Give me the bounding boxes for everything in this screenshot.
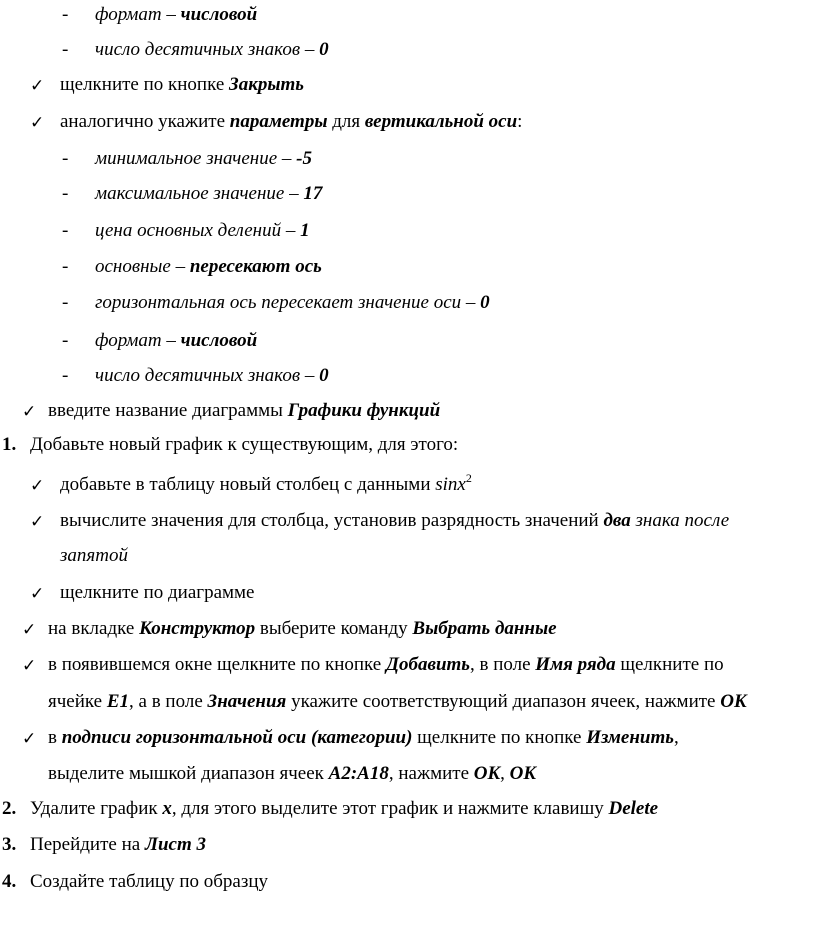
text-run: введите название диаграммы <box>48 400 288 421</box>
text-run: щелкните по кнопке <box>412 727 587 748</box>
text-run: Перейдите на <box>30 834 145 855</box>
text-run: 17 <box>303 183 323 204</box>
text-line <box>95 148 312 170</box>
text-run: Создайте таблицу по образцу <box>30 871 269 892</box>
text-line <box>48 654 724 676</box>
text-run: , для этого выделите этот график и нажмите клавишу <box>171 798 609 819</box>
checkmark-icon: ✓ <box>30 476 45 496</box>
text-run: sinx <box>435 474 466 495</box>
text-run: Значения <box>207 691 287 712</box>
checkmark-icon: ✓ <box>22 620 37 640</box>
text-run: щелкните по диаграмме <box>60 582 255 603</box>
text-run: добавьте в таблицу новый столбец с данными <box>60 474 436 495</box>
text-run: 2 <box>465 471 472 485</box>
dash-bullet: - <box>62 183 69 204</box>
text-line <box>30 834 206 856</box>
checkmark-icon: ✓ <box>30 113 45 133</box>
dash-bullet: - <box>62 4 69 25</box>
dash-bullet: - <box>62 365 69 386</box>
text-run: два <box>603 510 631 531</box>
text-run: Изменить <box>586 727 674 748</box>
text-line <box>60 74 304 96</box>
text-line <box>48 618 557 640</box>
list-number: 2. <box>2 798 17 819</box>
text-run: цена основных делений – <box>95 220 301 241</box>
text-run: формат – <box>95 4 181 25</box>
text-line <box>60 510 729 532</box>
text-run: ячейке <box>48 691 107 712</box>
dash-bullet: - <box>62 256 69 277</box>
text-run: для <box>327 111 365 132</box>
text-line <box>48 691 747 713</box>
text-run: основные – <box>95 256 190 277</box>
text-run: на вкладке <box>48 618 140 639</box>
text-run: параметры <box>229 111 328 132</box>
dash-bullet: - <box>62 330 69 351</box>
text-run: Конструктор <box>139 618 256 639</box>
text-run: Удалите график <box>30 798 163 819</box>
checkmark-icon: ✓ <box>22 402 37 422</box>
text-run: подписи горизонтальной оси (категории) <box>61 727 413 748</box>
text-line <box>30 798 658 820</box>
text-run: E1 <box>106 691 130 712</box>
list-number: 1. <box>2 434 17 455</box>
text-run: OK <box>473 763 501 784</box>
text-line <box>60 471 472 496</box>
text-run: выделите мышкой диапазон ячеек <box>48 763 329 784</box>
text-run: 0 <box>319 365 329 386</box>
text-line <box>95 183 322 205</box>
checkmark-icon: ✓ <box>22 656 37 676</box>
text-line <box>30 871 268 893</box>
text-line <box>60 582 255 604</box>
text-run: число десятичных знаков – <box>95 365 320 386</box>
list-number: 4. <box>2 871 17 892</box>
text-line <box>95 39 329 61</box>
text-line <box>48 400 440 422</box>
text-run: , в поле <box>469 654 536 675</box>
text-run: выберите команду <box>255 618 413 639</box>
text-line <box>95 292 490 314</box>
text-run: 0 <box>319 39 329 60</box>
text-run: максимальное значение – <box>95 183 304 204</box>
text-run: Выбрать данные <box>412 618 557 639</box>
text-line <box>95 330 257 352</box>
checkmark-icon: ✓ <box>30 512 45 532</box>
text-run: Добавьте новый график к существующим, для этого: <box>30 434 459 455</box>
text-line <box>95 365 329 387</box>
text-run: число десятичных знаков – <box>95 39 320 60</box>
checkmark-icon: ✓ <box>30 584 45 604</box>
text-run: в <box>48 727 62 748</box>
text-run: -5 <box>296 148 312 169</box>
text-line <box>60 111 522 133</box>
text-run: , а в поле <box>129 691 208 712</box>
text-run: : <box>517 111 523 132</box>
text-run: A2:A18 <box>328 763 389 784</box>
text-run: щелкните по <box>615 654 724 675</box>
text-run: , <box>673 727 679 748</box>
text-line <box>95 256 322 278</box>
text-run: знака после <box>630 510 730 531</box>
text-run: x <box>162 798 172 819</box>
dash-bullet: - <box>62 39 69 60</box>
text-run: Добавить <box>386 654 470 675</box>
dash-bullet: - <box>62 148 69 169</box>
checkmark-icon: ✓ <box>22 729 37 749</box>
text-run: вертикальной оси <box>364 111 518 132</box>
text-run: OK <box>509 763 537 784</box>
text-run: щелкните по кнопке <box>60 74 230 95</box>
text-run: формат – <box>95 330 181 351</box>
text-run: аналогично укажите <box>60 111 230 132</box>
checkmark-icon: ✓ <box>30 76 45 96</box>
text-run: пересекают ось <box>189 256 322 277</box>
text-run: числовой <box>180 330 258 351</box>
text-line <box>60 545 128 567</box>
text-run: числовой <box>180 4 258 25</box>
text-line <box>95 4 257 26</box>
text-run: Графики функций <box>287 400 441 421</box>
text-run: Delete <box>608 798 659 819</box>
text-line <box>95 220 310 242</box>
text-run: , нажмите <box>388 763 474 784</box>
text-run: горизонтальная ось пересекает значение оси – <box>95 292 481 313</box>
text-run: в появившемся окне щелкните по кнопке <box>48 654 386 675</box>
list-number: 3. <box>2 834 17 855</box>
text-run: запятой <box>60 545 128 566</box>
text-run: 1 <box>300 220 310 241</box>
text-run: вычислите значения для столбца, установив разрядность значений <box>60 510 604 531</box>
text-run: 0 <box>480 292 490 313</box>
text-run: Лист 3 <box>144 834 207 855</box>
text-line <box>48 727 679 749</box>
text-run: OK <box>720 691 747 712</box>
text-run: укажите соответствующий диапазон ячеек, нажмите <box>286 691 721 712</box>
text-run: , <box>500 763 510 784</box>
text-line <box>48 763 536 785</box>
text-run: Имя ряда <box>535 654 616 675</box>
dash-bullet: - <box>62 292 69 313</box>
text-run: минимальное значение – <box>95 148 297 169</box>
dash-bullet: - <box>62 220 69 241</box>
text-run: Закрыть <box>229 74 304 95</box>
text-line <box>30 434 458 456</box>
